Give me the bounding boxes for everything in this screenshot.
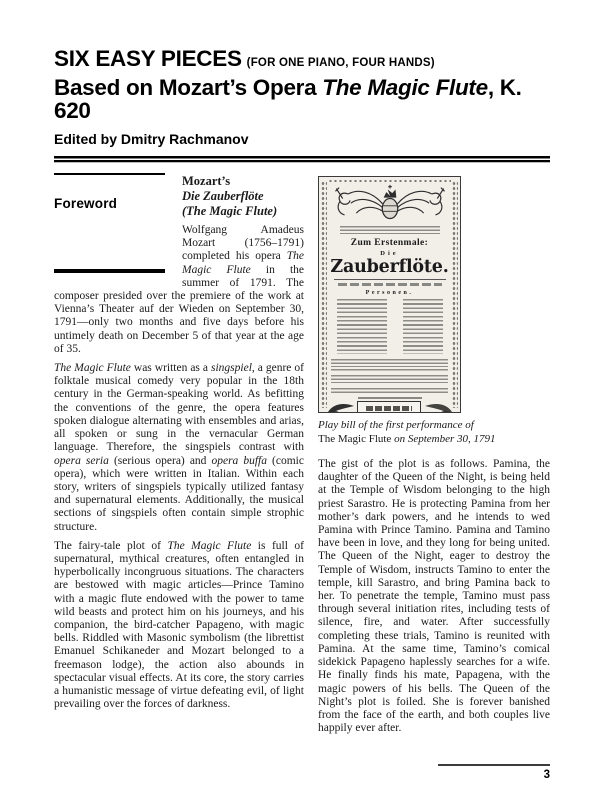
playbill-premiere-line: Zum Erstenmale: — [350, 238, 429, 249]
eagle-crest-icon — [330, 184, 450, 224]
editor-byline: Edited by Dmitry Rachmanov — [54, 131, 249, 148]
page-header — [54, 47, 550, 163]
heading-line-magic-flute: (The Magic Flute) — [182, 204, 278, 219]
paragraph-singspiel: The Magic Flute was written as a singspiel, a genre of folktale musical comedy very popular in the 18th century in the German-speaking world. As befitting the conventions of the genre, the opera features spoken dialogue alternating with ensembles and arias, all spoken or sung in the vernacular German language. Therefore, the singspiels contrast with opera seria (serious opera) and opera buffa (comic opera), which were written in Italian. Within each story, writers of singspiels typically utilized fantasy and supernatural elements. Additionally, the musical sections of singspiels often contain simple strophic structure. — [54, 362, 304, 533]
playbill-die-line: Die — [380, 250, 399, 258]
playbill-title: Zauberflöte. — [330, 257, 449, 278]
playbill-rule — [334, 279, 446, 280]
footer-rule — [438, 764, 550, 766]
playbill-small-print-lines — [340, 226, 440, 235]
heading-line-mozarts: Mozart’s — [182, 174, 231, 189]
page-title — [54, 47, 550, 71]
playbill-cast-heading: Personen. — [365, 290, 414, 297]
title-main: SIX EASY PIECES — [54, 46, 242, 71]
paragraph-history: Wolfgang Amadeus Mozart (1756–1791) completed his opera The Magic Flute in the summer of 1791. The composer presided over the premiere of the work at Vienna’s Theater auf der Wieden on September 30, 1791—only two months and five days before his untimely death on December 5 of that year at the age of 35. — [54, 224, 304, 355]
cast-names-column — [403, 299, 443, 354]
page-number: 3 — [543, 768, 550, 781]
playbill-caption — [318, 419, 550, 446]
playbill-time-banner — [357, 401, 421, 413]
caption-line-2: The Magic Flute on September 30, 1791 — [318, 432, 496, 445]
cast-roles-column — [337, 299, 387, 354]
heading-line-die-zauberflote: Die Zauberflöte — [182, 189, 264, 204]
page-subtitle: Based on Mozart’s Opera The Magic Flute, K. 620 — [54, 74, 522, 124]
paragraph-plot-summary: The gist of the plot is as follows. Pamina, the daughter of the Queen of the Night, is being held at the Temple of Wisdom belonging to the high priest Sarastro. He is protecting Pamina from her mother’s dark powers, and he intends to wed Pamina with Prince Tamino. Pamina and Tamino have been in love, and they long for being united. The Queen of the Night, eager to destroy the Temple of Wisdom, instructs Tamino to enter the temple, kill Sarastro, and bring Pamina back to her. To penetrate the temple, Tamino must pass through several initiation rites, including tests of silence, fire, and water. After successfully completing these trials, Tamino is reunited with Pamina. At the same time, Tamino’s comical sidekick Papageno haplessly searches for a wife. He finally finds his mate, Papagena, with the magic powers of his bells. The Queen of the Night’s plot is foiled. She is forever banished from the face of the earth, and both couples live happily ever after. — [318, 458, 550, 735]
vine-border-top — [328, 179, 451, 184]
title-parenthetical: (FOR ONE PIANO, FOUR HANDS) — [246, 57, 435, 69]
playbill-notice-paragraph-3 — [331, 388, 448, 395]
playbill-center-line — [358, 397, 422, 399]
banner-text-stripe — [366, 406, 412, 411]
left-column — [54, 171, 304, 741]
page-footer — [438, 764, 550, 781]
playbill-opera-credit-line — [338, 283, 442, 286]
leaf-swoosh-left-icon — [327, 401, 355, 413]
foreword-sidebar — [54, 173, 165, 273]
right-column — [318, 171, 550, 741]
two-column-body — [54, 171, 550, 741]
playbill-cast-list — [337, 299, 443, 354]
playbill-notice-paragraph-2 — [331, 375, 448, 385]
caption-line-1: Play bill of the first performance of — [318, 419, 474, 432]
leaf-swoosh-right-icon — [423, 401, 453, 413]
foreword-heading: Foreword — [54, 196, 118, 212]
header-divider-rule — [54, 156, 550, 163]
playbill-bottom-ornaments — [327, 401, 453, 413]
playbill-image — [318, 176, 461, 413]
playbill-notice-paragraph-1 — [331, 359, 448, 372]
vine-border-right — [452, 181, 458, 408]
paragraph-fairy-tale: The fairy-tale plot of The Magic Flute is full of supernatural, mythical creatures, often entangled in hyperbolically incongruous situations. The characters are bestowed with magic articles—Prince Tamino with a magic flute endowed with the power to tame wild beasts and protect him on his journeys, and his companion, the bird-catcher Papageno, with magic bells. Riddled with Masonic symbolism (the librettist Emanuel Schikaneder and Mozart belonged to a freemason lodge), the action also abounds in spectacular visual effects. At its core, the story carries a humanistic message of virtue defeating evil, of light prevailing over the forces of darkness. — [54, 539, 304, 711]
vine-border-left — [321, 181, 327, 408]
